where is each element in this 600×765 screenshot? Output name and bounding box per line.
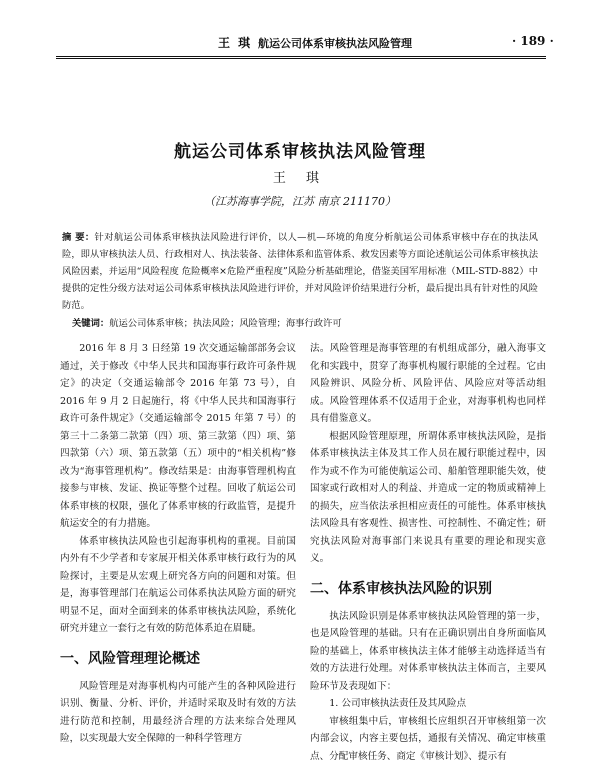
paragraph: 2016 年 8 月 3 日经第 19 次交通运输部部务会议通过，关于修改《中华人民共和国海事行政许可条件规定》的决定（交通运输部令 2016 年第 73 号），自 2016 年 9 月 2 日起施行，将《中华人民共和国海事行政许可条件规定》（交通运输部令 2015 年第 7 号）的第三十二条第二款第（四）项、第三款第（四）项、第四款第（六）项、第五款第（五）项中的“相关机构”修改为“海事管理机构”。修改结果是：由海事管理机构直接参与审核、发证、换证等整个过程。回收了航运公司体系审核的权限，强化了体系审核的行政监管，是提升航运安全的有力措施。 — [60, 340, 296, 533]
section-heading: 二、体系审核执法风险的识别 — [310, 578, 546, 600]
keywords-text: 航运公司体系审核；执法风险；风险管理；海事行政许可 — [109, 318, 341, 329]
running-header — [0, 30, 600, 54]
paragraph: 执法风险识别是体系审核执法风险管理的第一步，也是风险管理的基础。只有在正确识别出自身所面临风险的基础上，体系审核执法主体才能够主动选择适当有效的方法进行处理。对体系审核执法主体而言，主要风险环节及表现如下： — [310, 608, 546, 696]
header-title: 航运公司体系审核执法风险管理 — [258, 35, 412, 51]
header-rule — [56, 56, 546, 57]
paragraph: 风险管理是对海事机构内可能产生的各种风险进行识别、衡量、分析、评价，并适时采取及时有效的方法进行防范和控制，用最经济合理的方法来综合处理风险，以实现最大安全保障的一种科学管理方 — [60, 678, 296, 748]
subsection-heading: 1. 公司审核执法责任及其风险点 — [310, 695, 546, 713]
article-author: 王 琪 — [0, 167, 600, 186]
right-column — [310, 340, 546, 765]
header-rule-thin — [56, 58, 546, 59]
abstract-label: 摘 要： — [62, 232, 95, 243]
abstract-text: 针对航运公司体系审核执法风险进行评价，以人—机—环境的角度分析航运公司体系审核中存在的执法风险，即从审核执法人员、行政相对人、执法装备、法律体系和监管体系、救发因素等方面论述航运公司体系审核执法风险因素，并运用“风险程度 危险概率×危险严重程度”风险分析基础理论，借鉴美国军用标准（MIL-STD-882）中提供的定性分级方法对运公司体系审核执法风险进行评价，并对风险评价结果进行分析，最后提出具有针对性的风险防范。 — [62, 232, 538, 311]
abstract — [62, 229, 538, 314]
author-affiliation: （江苏海事学院，江苏 南京 211170） — [0, 193, 600, 209]
paragraph: 法。风险管理是海事管理的有机组成部分，融入海事文化和实践中，贯穿了海事机构履行职能的全过程。它由风险辨识、风险分析、风险评估、风险应对等活动组成。风险管理体系不仅适用于企业，对海事机构也同样具有借鉴意义。 — [310, 340, 546, 428]
paragraph: 审核组集中后，审核组长应组织召开审核组第一次内部会议，内容主要包括，通报有关情况、确定审核重点、分配审核任务、商定《审核计划》、提示有 — [310, 713, 546, 765]
article-title: 航运公司体系审核执法风险管理 — [0, 137, 600, 162]
paragraph: 根据风险管理原理，所谓体系审核执法风险，是指体系审核执法主体及其工作人员在履行职能过程中，因作为或不作为可能使航运公司、船舶管理职能失效，使国家或行政相对人的利益、并造成一定的物质或精神上的损失，应当依法承担相应责任的可能性。体系审核执法风险具有客观性、损害性、可控制性、不确定性；研究执法风险对海事部门来说具有重要的理论和现实意义。 — [310, 428, 546, 568]
left-column — [60, 340, 296, 748]
keywords-label: 关键词： — [72, 318, 109, 329]
section-heading: 一、风险管理理论概述 — [60, 648, 296, 670]
header-author: 王 琪 — [218, 34, 252, 51]
paragraph: 体系审核执法风险也引起海事机构的重视。目前国内外有不少学者和专家展开相关体系审核行政行为的风险探讨，主要是从宏观上研究各方向的问题和对策。但是，海事管理部门在航运公司体系执法风险方面的研究明显不足，面对全面到来的体系审核执法风险，系统化研究并建立一套行之有效的防范体系迫在眉睫。 — [60, 533, 296, 638]
keywords — [72, 316, 538, 331]
page-number: · 189 · — [512, 34, 554, 48]
